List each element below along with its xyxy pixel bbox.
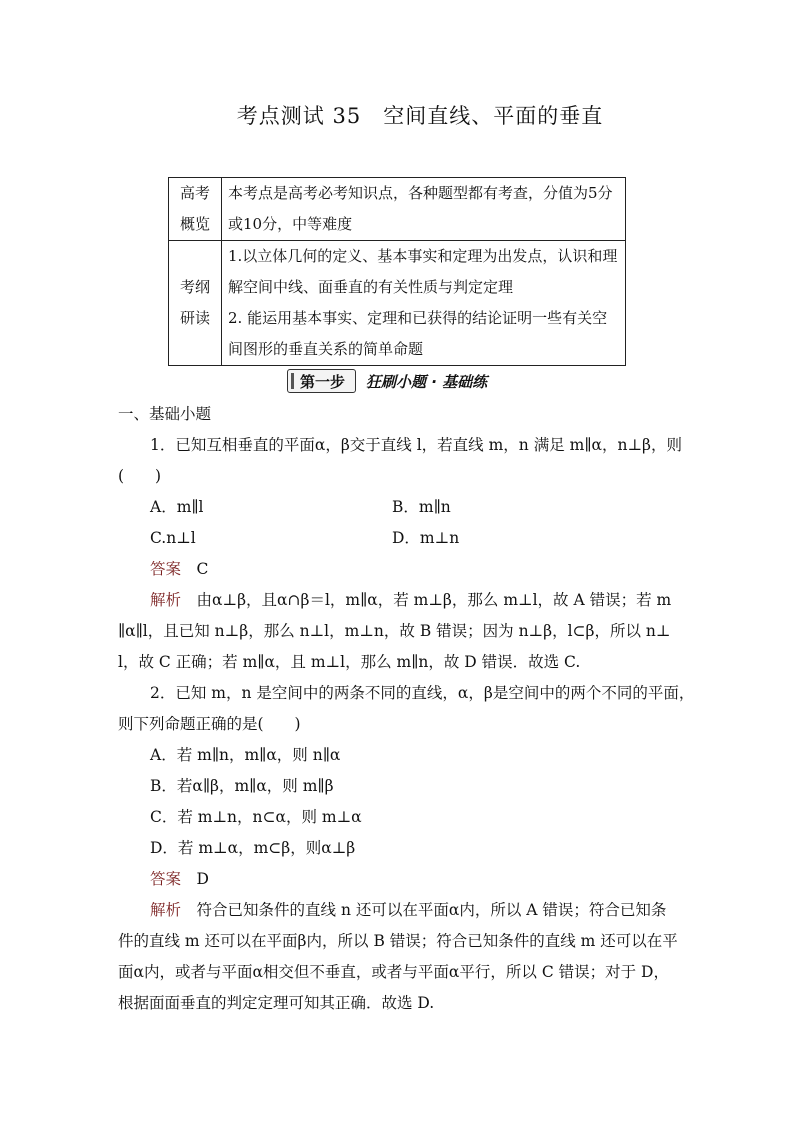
section-title: 一、基础小题 [118, 405, 212, 423]
q2-stem-line: 则下列命题正确的是( ) [118, 715, 301, 733]
q2-analysis-line: 件的直线 m 还可以在平面β内，所以 B 错误；符合已知条件的直线 m 还可以在平 [118, 932, 678, 950]
q1-answer [118, 554, 678, 585]
step-subtitle: 狂刷小题 · 基础练 [366, 372, 488, 391]
q1-analysis-line: l，故 C 正确；若 m∥α，且 m⊥l，那么 m∥n，故 D 错误．故选 C. [118, 653, 581, 671]
overview-row [169, 178, 626, 241]
q1-answer-value: C [196, 560, 209, 578]
kaogang-item-2: 2. 能运用基本事实、定理和已获得的结论证明一些有关空间图形的垂直关系的简单命题 [228, 309, 608, 358]
overview-text-gaokao: 本考点是高考必考知识点，各种题型都有考查，分值为5分或10分，中等难度 [222, 178, 626, 241]
overview-row [169, 241, 626, 366]
overview-head-kaogang: 考纲研读 [169, 241, 222, 366]
q2-answer [118, 864, 678, 895]
answer-label: 答案 [150, 870, 182, 888]
q1-analysis-text: 由α⊥β，且α∩β＝l，m∥α，若 m⊥β，那么 m⊥l，故 A 错误；若 m [196, 591, 672, 609]
page-title: 考点测试 35 空间直线、平面的垂直 [236, 104, 604, 128]
q2-analysis-line [118, 895, 678, 926]
q2-answer-value: D [196, 870, 209, 888]
q1-option-a: A．m∥l [150, 498, 204, 516]
q1-option-c: C.n⊥l [150, 529, 196, 547]
step-banner [287, 368, 487, 394]
q2-option-a: A．若 m∥n，m∥α，则 n∥α [150, 746, 341, 764]
overview-table [168, 177, 626, 366]
questions-content [118, 399, 695, 1019]
q2-stem-line: 2．已知 m，n 是空间中的两条不同的直线，α，β是空间中的两个不同的平面， [150, 684, 695, 702]
q2-analysis-line: 根据面面垂直的判定定理可知其正确．故选 D. [118, 994, 435, 1012]
q2-option-d: D．若 m⊥α，m⊂β，则α⊥β [150, 839, 356, 857]
q1-stem-line: ( ) [118, 467, 162, 485]
q1-option-b: B．m∥n [392, 498, 451, 516]
analysis-label: 解析 [150, 901, 182, 919]
q1-analysis-line [118, 585, 678, 616]
kaogang-item-1: 1.以立体几何的定义、基本事实和定理为出发点，认识和理解空间中线、面垂直的有关性质与判定定理 [228, 247, 618, 296]
q1-options-row [118, 523, 678, 554]
q2-analysis-line: 面α内，或者与平面α相交但不垂直，或者与平面α平行，所以 C 错误；对于 D， [118, 963, 669, 981]
q1-stem-line: 1．已知互相垂直的平面α，β交于直线 l，若直线 m，n 满足 m∥α，n⊥β，则 [150, 436, 682, 454]
overview-text-kaogang [222, 241, 626, 366]
step-label: 第一步 [287, 369, 356, 393]
analysis-label: 解析 [150, 591, 182, 609]
q1-option-d: D．m⊥n [392, 529, 460, 547]
q1-analysis-line: ∥α∥l，且已知 n⊥β，那么 n⊥l，m⊥n，故 B 错误；因为 n⊥β，l⊂β，所以 n⊥ [118, 622, 671, 640]
q2-option-b: B．若α∥β，m∥α，则 m∥β [150, 777, 334, 795]
q1-options-row [118, 492, 678, 523]
answer-label: 答案 [150, 560, 182, 578]
q2-analysis-text: 符合已知条件的直线 n 还可以在平面α内，所以 A 错误；符合已知条 [196, 901, 667, 919]
q2-option-c: C．若 m⊥n，n⊂α，则 m⊥α [150, 808, 362, 826]
overview-head-gaokao: 高考概览 [169, 178, 222, 241]
